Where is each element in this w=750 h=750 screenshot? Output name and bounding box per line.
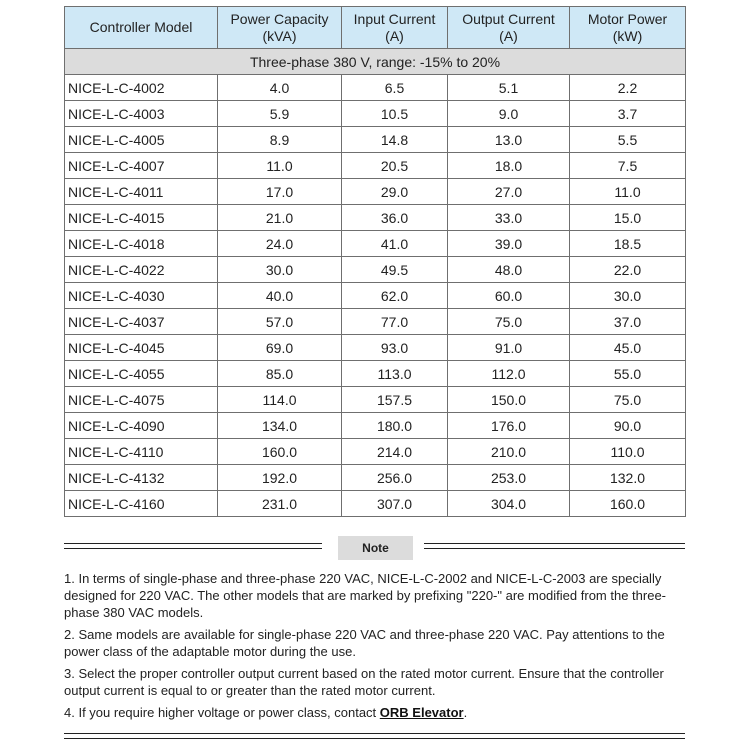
input-current-cell: 20.5 bbox=[342, 153, 448, 179]
table-row bbox=[65, 75, 686, 101]
output-current-cell: 91.0 bbox=[448, 335, 570, 361]
output-current-cell: 33.0 bbox=[448, 205, 570, 231]
power-capacity-cell: 5.9 bbox=[218, 101, 342, 127]
note-4-prefix: 4. If you require higher voltage or power class, contact bbox=[64, 705, 380, 720]
motor-power-cell: 75.0 bbox=[570, 387, 686, 413]
motor-power-cell: 90.0 bbox=[570, 413, 686, 439]
voltage-range-label: Three-phase 380 V, range: -15% to 20% bbox=[65, 49, 686, 75]
table-row bbox=[65, 361, 686, 387]
controller-model-cell: NICE-L-C-4132 bbox=[65, 465, 218, 491]
input-current-cell: 113.0 bbox=[342, 361, 448, 387]
table-row bbox=[65, 387, 686, 413]
input-current-cell: 62.0 bbox=[342, 283, 448, 309]
output-current-cell: 150.0 bbox=[448, 387, 570, 413]
table-row bbox=[65, 491, 686, 517]
power-capacity-cell: 4.0 bbox=[218, 75, 342, 101]
motor-power-cell: 5.5 bbox=[570, 127, 686, 153]
table-header-row bbox=[65, 7, 686, 49]
power-capacity-cell: 134.0 bbox=[218, 413, 342, 439]
orb-elevator-link[interactable]: ORB Elevator bbox=[379, 705, 464, 720]
power-capacity-cell: 40.0 bbox=[218, 283, 342, 309]
column-header-title: Power Capacity bbox=[230, 10, 329, 27]
table-row bbox=[65, 179, 686, 205]
input-current-cell: 214.0 bbox=[342, 439, 448, 465]
table-row bbox=[65, 335, 686, 361]
power-capacity-cell: 17.0 bbox=[218, 179, 342, 205]
column-header-unit: (kW) bbox=[612, 27, 643, 44]
note-4-suffix: . bbox=[463, 705, 468, 720]
output-current-cell: 18.0 bbox=[448, 153, 570, 179]
output-current-cell: 75.0 bbox=[448, 309, 570, 335]
input-current-cell: 256.0 bbox=[342, 465, 448, 491]
power-capacity-cell: 11.0 bbox=[218, 153, 342, 179]
motor-power-cell: 30.0 bbox=[570, 283, 686, 309]
power-capacity-cell: 21.0 bbox=[218, 205, 342, 231]
table-row bbox=[65, 413, 686, 439]
power-capacity-cell: 8.9 bbox=[218, 127, 342, 153]
motor-power-cell: 45.0 bbox=[570, 335, 686, 361]
controller-model-cell: NICE-L-C-4015 bbox=[65, 205, 218, 231]
power-capacity-cell: 160.0 bbox=[218, 439, 342, 465]
note-divider bbox=[64, 536, 685, 560]
table-row bbox=[65, 283, 686, 309]
motor-power-cell: 15.0 bbox=[570, 205, 686, 231]
input-current-cell: 14.8 bbox=[342, 127, 448, 153]
note-item: 1. In terms of single-phase and three-phase 220 VAC, NICE-L-C-2002 and NICE-L-C-2003 are specially designed for 220 VAC. The other models that are marked by prefixing "220-" are modified from the three-phase 380 VAC models. bbox=[64, 571, 667, 620]
power-capacity-cell: 231.0 bbox=[218, 491, 342, 517]
note-rule-right bbox=[424, 543, 685, 549]
column-header bbox=[342, 7, 448, 49]
controller-model-cell: NICE-L-C-4090 bbox=[65, 413, 218, 439]
column-header-title: Input Current bbox=[353, 10, 436, 27]
controller-model-cell: NICE-L-C-4037 bbox=[65, 309, 218, 335]
table-row bbox=[65, 231, 686, 257]
controller-model-cell: NICE-L-C-4011 bbox=[65, 179, 218, 205]
input-current-cell: 6.5 bbox=[342, 75, 448, 101]
table-row bbox=[65, 465, 686, 491]
table-row bbox=[65, 309, 686, 335]
input-current-cell: 41.0 bbox=[342, 231, 448, 257]
motor-power-cell: 2.2 bbox=[570, 75, 686, 101]
controller-model-cell: NICE-L-C-4018 bbox=[65, 231, 218, 257]
motor-power-cell: 160.0 bbox=[570, 491, 686, 517]
motor-power-cell: 3.7 bbox=[570, 101, 686, 127]
table-row bbox=[65, 439, 686, 465]
controller-model-cell: NICE-L-C-4002 bbox=[65, 75, 218, 101]
power-capacity-cell: 114.0 bbox=[218, 387, 342, 413]
motor-power-cell: 37.0 bbox=[570, 309, 686, 335]
controller-model-cell: NICE-L-C-4005 bbox=[65, 127, 218, 153]
power-capacity-cell: 69.0 bbox=[218, 335, 342, 361]
input-current-cell: 180.0 bbox=[342, 413, 448, 439]
output-current-cell: 5.1 bbox=[448, 75, 570, 101]
output-current-cell: 48.0 bbox=[448, 257, 570, 283]
note-item: 3. Select the proper controller output current based on the rated motor current. Ensure that the controller output current is equal to or greater than the rated motor current. bbox=[64, 666, 664, 698]
input-current-cell: 157.5 bbox=[342, 387, 448, 413]
input-current-cell: 93.0 bbox=[342, 335, 448, 361]
controller-model-cell: NICE-L-C-4007 bbox=[65, 153, 218, 179]
power-capacity-cell: 24.0 bbox=[218, 231, 342, 257]
note-item: 2. Same models are available for single-phase 220 VAC and three-phase 220 VAC. Pay attentions to the power class of the adaptable motor during the use. bbox=[64, 627, 665, 659]
motor-power-cell: 22.0 bbox=[570, 257, 686, 283]
input-current-cell: 49.5 bbox=[342, 257, 448, 283]
controller-model-cell: NICE-L-C-4030 bbox=[65, 283, 218, 309]
table-row bbox=[65, 205, 686, 231]
output-current-cell: 60.0 bbox=[448, 283, 570, 309]
output-current-cell: 39.0 bbox=[448, 231, 570, 257]
controller-model-cell: NICE-L-C-4110 bbox=[65, 439, 218, 465]
column-header-title: Controller Model bbox=[89, 19, 193, 35]
motor-power-cell: 11.0 bbox=[570, 179, 686, 205]
input-current-cell: 36.0 bbox=[342, 205, 448, 231]
output-current-cell: 112.0 bbox=[448, 361, 570, 387]
motor-power-cell: 132.0 bbox=[570, 465, 686, 491]
column-header bbox=[448, 7, 570, 49]
power-capacity-cell: 57.0 bbox=[218, 309, 342, 335]
column-header bbox=[65, 7, 218, 49]
motor-power-cell: 18.5 bbox=[570, 231, 686, 257]
input-current-cell: 77.0 bbox=[342, 309, 448, 335]
note-rule-left bbox=[64, 543, 322, 549]
table-row bbox=[65, 153, 686, 179]
output-current-cell: 9.0 bbox=[448, 101, 570, 127]
output-current-cell: 27.0 bbox=[448, 179, 570, 205]
controller-model-cell: NICE-L-C-4045 bbox=[65, 335, 218, 361]
controller-model-cell: NICE-L-C-4055 bbox=[65, 361, 218, 387]
input-current-cell: 10.5 bbox=[342, 101, 448, 127]
output-current-cell: 304.0 bbox=[448, 491, 570, 517]
controller-model-cell: NICE-L-C-4160 bbox=[65, 491, 218, 517]
output-current-cell: 253.0 bbox=[448, 465, 570, 491]
voltage-range-row bbox=[65, 49, 686, 75]
bottom-rule bbox=[64, 733, 685, 739]
output-current-cell: 210.0 bbox=[448, 439, 570, 465]
column-header bbox=[570, 7, 686, 49]
power-capacity-cell: 192.0 bbox=[218, 465, 342, 491]
input-current-cell: 307.0 bbox=[342, 491, 448, 517]
note-label: Note bbox=[338, 536, 413, 560]
note-item bbox=[64, 704, 694, 721]
column-header bbox=[218, 7, 342, 49]
power-capacity-cell: 30.0 bbox=[218, 257, 342, 283]
output-current-cell: 13.0 bbox=[448, 127, 570, 153]
table-row bbox=[65, 127, 686, 153]
motor-power-cell: 55.0 bbox=[570, 361, 686, 387]
input-current-cell: 29.0 bbox=[342, 179, 448, 205]
controller-model-cell: NICE-L-C-4003 bbox=[65, 101, 218, 127]
table-row bbox=[65, 257, 686, 283]
column-header-title: Motor Power bbox=[587, 10, 668, 27]
column-header-unit: (A) bbox=[385, 27, 404, 44]
motor-power-cell: 7.5 bbox=[570, 153, 686, 179]
column-header-title: Output Current bbox=[462, 10, 555, 27]
controller-model-cell: NICE-L-C-4075 bbox=[65, 387, 218, 413]
controller-model-cell: NICE-L-C-4022 bbox=[65, 257, 218, 283]
column-header-unit: (A) bbox=[499, 27, 518, 44]
column-header-unit: (kVA) bbox=[262, 27, 297, 44]
notes-section bbox=[64, 570, 694, 726]
table-row bbox=[65, 101, 686, 127]
motor-power-cell: 110.0 bbox=[570, 439, 686, 465]
output-current-cell: 176.0 bbox=[448, 413, 570, 439]
power-capacity-cell: 85.0 bbox=[218, 361, 342, 387]
controller-spec-table bbox=[64, 6, 686, 517]
